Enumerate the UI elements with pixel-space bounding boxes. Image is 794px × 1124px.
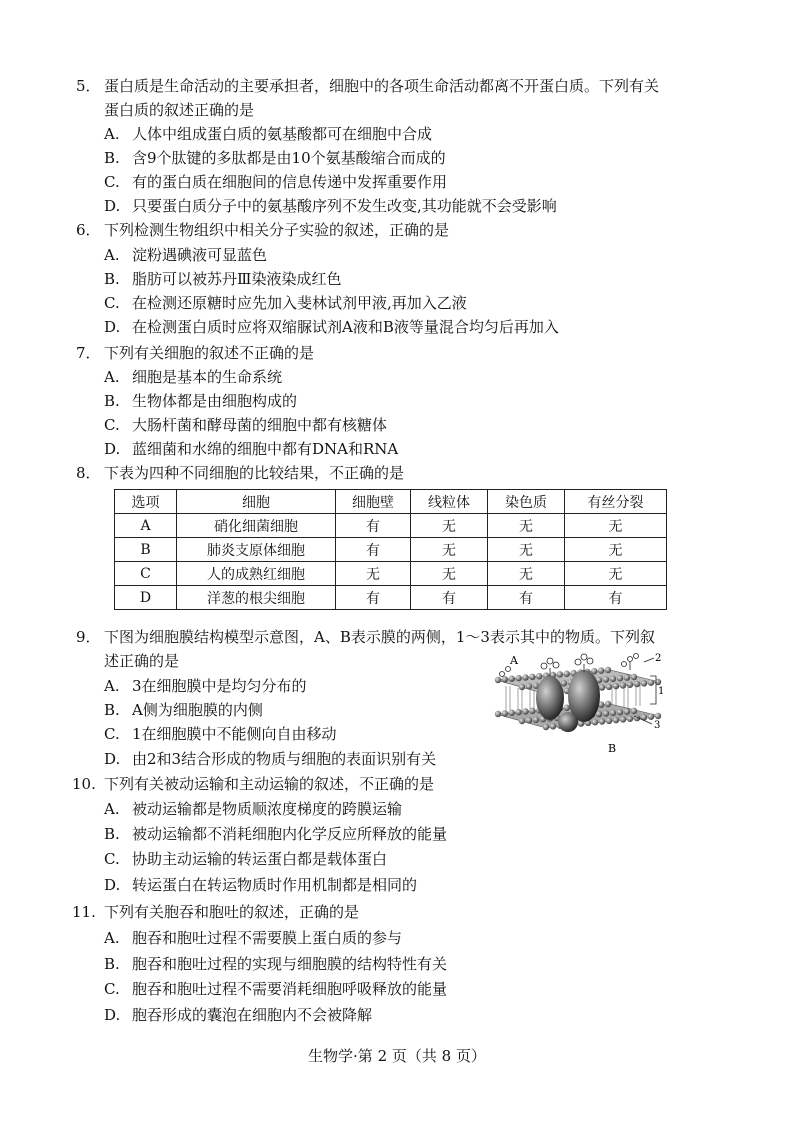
table-cell: 有 (336, 586, 411, 610)
phospholipid-head (596, 711, 602, 717)
question-10-stem: 10. 下列有关被动运输和主动运输的叙述，不正确的是 (72, 775, 435, 793)
phospholipid-head (624, 708, 630, 714)
question-10-option-a: A. 被动运输都是物质顺浓度梯度的跨膜运输 (104, 800, 403, 818)
table-header-cell: 染色质 (488, 490, 565, 514)
phospholipid-head (648, 679, 654, 685)
cell-membrane-diagram (484, 652, 668, 756)
label-side-b: B (608, 742, 617, 755)
question-7-stem: 7． 下列有关细胞的叙述不正确的是 (76, 344, 315, 362)
phospholipid-head (610, 676, 616, 682)
phospholipid-head (564, 705, 570, 711)
table-cell: 无 (565, 538, 667, 562)
question-9-stem-cont: 述正确的是 (104, 652, 180, 670)
table-row (115, 538, 667, 562)
phospholipid-head (631, 674, 637, 680)
phospholipid-head (617, 675, 623, 681)
question-11-option-a: A. 胞吞和胞吐过程不需要膜上蛋白质的参与 (104, 929, 403, 947)
phospholipid-head (502, 710, 508, 716)
phospholipid-head (634, 681, 640, 687)
phospholipid-head (617, 709, 623, 715)
table-cell: 无 (336, 562, 411, 586)
table-cell: C (115, 562, 177, 586)
page-footer: 生物学·第 2 页（共 8 页） (308, 1047, 486, 1065)
table-cell: D (115, 586, 177, 610)
question-9-stem: 9． 下图为细胞膜结构模型示意图，A、B表示膜的两侧，1～3表示其中的物质。下列叙 (76, 628, 655, 646)
phospholipid-head (605, 667, 611, 673)
phospholipid-head (515, 709, 521, 715)
phospholipid-head (603, 676, 609, 682)
table-row (115, 586, 667, 610)
table-cell: 无 (488, 514, 565, 538)
phospholipid-head (526, 717, 532, 723)
question-5-option-c: C. 有的蛋白质在细胞间的信息传递中发挥重要作用 (104, 173, 448, 191)
phospholipid-head (655, 713, 661, 719)
question-10-option-c: C. 协助主动运输的转运蛋白都是载体蛋白 (104, 850, 388, 868)
table-cell: 人的成熟红细胞 (177, 562, 336, 586)
question-6-option-c: C. 在检测还原糖时应先加入斐林试剂甲液,再加入乙液 (104, 294, 467, 312)
question-11-stem: 11. 下列有关胞吞和胞吐的叙述，正确的是 (72, 903, 360, 921)
table-cell: 有 (565, 586, 667, 610)
table-header-row (115, 490, 667, 514)
question-6-option-b: B. 脂肪可以被苏丹Ⅲ染液染成红色 (104, 270, 342, 288)
question-9-option-d: D. 由2和3结合形成的物质与细胞的表面识别有关 (104, 750, 437, 768)
phospholipid-head (605, 701, 611, 707)
label-3: 3 (654, 720, 661, 731)
table-cell: 无 (411, 538, 488, 562)
phospholipid-head (526, 683, 532, 689)
table-cell: A (115, 514, 177, 538)
phospholipid-head (502, 676, 508, 682)
question-6-option-a: A. 淀粉遇碘液可显蓝色 (104, 246, 268, 264)
table-cell: 肺炎支原体细胞 (177, 538, 336, 562)
question-7-option-c: C. 大肠杆菌和酵母菌的细胞中都有核糖体 (104, 416, 388, 434)
table-cell: 无 (565, 562, 667, 586)
phospholipid-head (591, 668, 597, 674)
question-5-option-a: A. 人体中组成蛋白质的氨基酸都可在细胞中合成 (104, 125, 433, 143)
question-11-option-d: D. 胞吞形成的囊泡在细胞内不会被降解 (104, 1006, 373, 1024)
label-side-a: A (510, 654, 518, 667)
phospholipid-head (610, 710, 616, 716)
phospholipid-head (641, 680, 647, 686)
table-cell: 无 (488, 538, 565, 562)
table-cell: 有 (336, 514, 411, 538)
question-7-option-d: D. 蓝细菌和水绵的细胞中都有DNA和RNA (104, 440, 399, 458)
question-9-option-b: B. A侧为细胞膜的内侧 (104, 701, 263, 719)
question-11-option-b: B. 胞吞和胞吐过程的实现与细胞膜的结构特性有关 (104, 955, 448, 973)
phospholipid-head (509, 710, 515, 716)
question-11-option-c: C. 胞吞和胞吐过程不需要消耗细胞呼吸释放的能量 (104, 980, 448, 998)
question-7-option-a: A. 细胞是基本的生命系统 (104, 368, 283, 386)
phospholipid-head (495, 677, 501, 683)
question-number: 5． (76, 77, 101, 95)
table-cell: B (115, 538, 177, 562)
phospholipid-head (627, 716, 633, 722)
phospholipid-head (519, 718, 525, 724)
table-header-cell: 细胞 (177, 490, 336, 514)
phospholipid-head (522, 708, 528, 714)
table-row (115, 562, 667, 586)
phospholipid-head (529, 708, 535, 714)
table-cell: 无 (565, 514, 667, 538)
question-9-option-a: A. 3在细胞膜中是均匀分布的 (104, 677, 307, 695)
phospholipid-head (515, 675, 521, 681)
question-5-option-b: B. 含9个肽键的多肽都是由10个氨基酸缩合而成的 (104, 149, 446, 167)
phospholipid-head (648, 713, 654, 719)
question-5-option-d: D. 只要蛋白质分子中的氨基酸序列不发生改变,其功能就不会受影响 (104, 197, 557, 215)
table-header-cell: 线粒体 (411, 490, 488, 514)
phospholipid-head (631, 708, 637, 714)
question-10-option-b: B. 被动运输都不消耗细胞内化学反应所释放的能量 (104, 825, 448, 843)
question-5-stem: 5． 蛋白质是生命活动的主要承担者，细胞中的各项生命活动都离不开蛋白质。下列有关 (76, 74, 659, 98)
phospholipid-head (620, 682, 626, 688)
question-6-option-d: D. 在检测蛋白质时应将双缩脲试剂A液和B液等量混合均匀后再加入 (104, 318, 559, 336)
phospholipid-head (536, 673, 542, 679)
phospholipid-head (529, 674, 535, 680)
table-cell: 硝化细菌细胞 (177, 514, 336, 538)
table-cell: 无 (411, 514, 488, 538)
phospholipid-head (557, 671, 563, 677)
phospholipid-head (561, 680, 567, 686)
phospholipid-head (620, 716, 626, 722)
phospholipid-head (495, 711, 501, 717)
phospholipid-head (598, 667, 604, 673)
label-2: 2 (655, 653, 662, 664)
phospholipid-head (599, 718, 605, 724)
label-1: 1 (658, 686, 665, 697)
question-7-option-b: B. 生物体都是由细胞构成的 (104, 392, 298, 410)
question-10-option-d: D. 转运蛋白在转运物质时作用机制都是相同的 (104, 876, 418, 894)
question-6-stem: 6． 下列检测生物组织中相关分子实验的叙述，正确的是 (76, 221, 450, 239)
phospholipid-head (624, 674, 630, 680)
table-cell: 无 (411, 562, 488, 586)
table-cell: 有 (411, 586, 488, 610)
table-header-cell: 细胞壁 (336, 490, 411, 514)
phospholipid-head (564, 671, 570, 677)
phospholipid-head (533, 717, 539, 723)
question-8-stem: 8． 下表为四种不同细胞的比较结果，不正确的是 (76, 464, 405, 482)
table-header-cell: 选项 (115, 490, 177, 514)
phospholipid-head (509, 676, 515, 682)
question-9-option-c: C. 1在细胞膜中不能侧向自由移动 (104, 725, 337, 743)
phospholipid-head (550, 723, 556, 729)
phospholipid-head (606, 718, 612, 724)
table-cell: 有 (488, 586, 565, 610)
phospholipid-head (603, 710, 609, 716)
table-cell: 有 (336, 538, 411, 562)
table-header-cell: 有丝分裂 (565, 490, 667, 514)
phospholipid-head (599, 684, 605, 690)
table-row (115, 514, 667, 538)
phospholipid-head (522, 674, 528, 680)
phospholipid-head (606, 684, 612, 690)
phospholipid-head (543, 724, 549, 730)
table-cell: 无 (488, 562, 565, 586)
phospholipid-head (592, 719, 598, 725)
comparison-table (114, 489, 667, 610)
question-5-stem-cont: 蛋白质的叙述正确的是 (104, 101, 255, 119)
phospholipid-head (613, 717, 619, 723)
table-cell: 洋葱的根尖细胞 (177, 586, 336, 610)
